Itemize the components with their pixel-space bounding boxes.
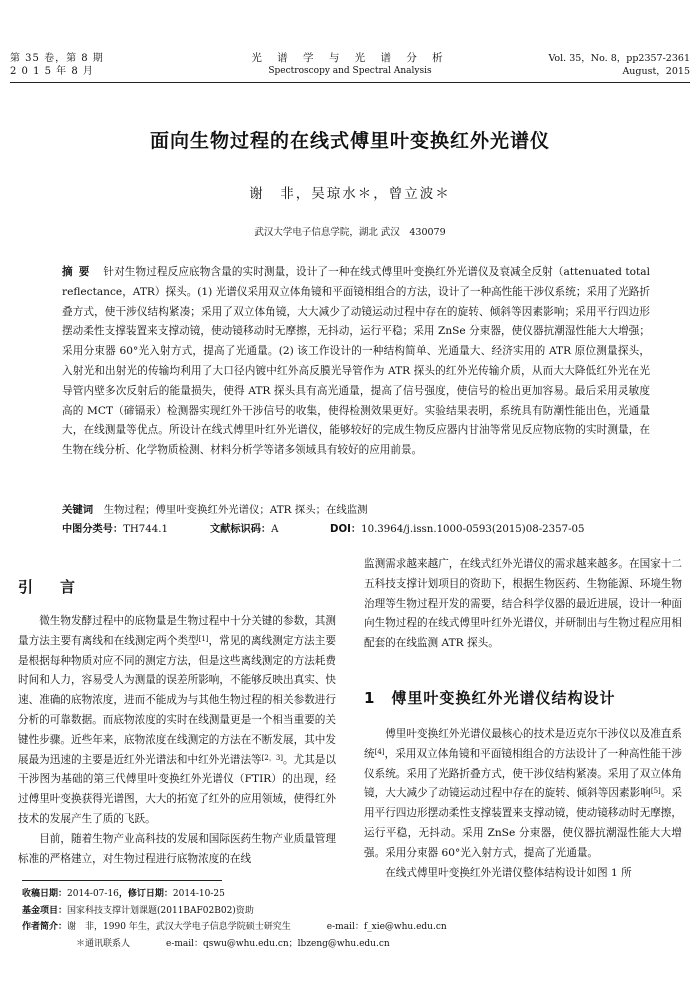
paper-title: 面向生物过程的在线式傅里叶变换红外光谱仪 [149,130,550,152]
footnotes [22,886,682,952]
intro-paragraph: 微生物发酵过程中的底物量是生物过程中十分关键的参数，其测量方法主要有离线和在线测定两个类型[1]，常见的离线测定方法主要是根据每种物质对应不同的测定方法，但是这些离线测定的方法耗费时间和人力，容易受人为测量的误差所影响，不能够反映出真实、快速、准确的底物浓度，进而不能成为与其他生物过程的相关参数进行分析的可靠数据。而底物浓度的实时在线测量更是一个相当重要的关键性步骤。近些年来，底物浓度在线测定的方法在不断发展，其中发展最为迅速的主要是近红外光谱法和中红外光谱法等[2，3]。尤其是以干涉图为基础的第三代傅里叶变换红外光谱仪（FTIR）的出现，经过傅里叶变换获得光谱图，大大的拓宽了红外的应用领域，使得红外技术的发展产生了质的飞跃。 [18,615,337,825]
document-code: 文献标识码：A [210,524,279,535]
volume-issue: 第 35 卷，第 8 期 [10,53,104,64]
author-email: e-mail：f_xie@whu.edu.cn [326,922,447,932]
section-heading-1: 1 傅里叶变换红外光谱仪结构设计 [364,689,616,707]
keywords-label: 关键词 [62,504,94,516]
abstract-label: 摘要 [62,266,96,278]
affiliation: 武汉大学电子信息学院，湖北 武汉 430079 [254,227,446,238]
journal-name-cn: 光 谱 学 与 光 谱 分 析 [251,52,449,64]
author-bio-line: 作者简介：谢 非，1990 年生，武汉大学电子信息学院硕士研究生 e-mail：f_xie@whu.edu.cn [22,922,447,932]
fund-line: 基金项目：国家科技支撑计划课题(2011BAF02B02)资助 [22,905,254,916]
clc-number: 中图分类号：TH744.1 [62,524,168,535]
author-list: 谢 非，吴琼水＊，曾立波＊ [249,186,451,202]
citation: [1] [198,634,209,643]
right-column-section-1 [364,725,682,883]
header-divider [10,82,690,83]
abstract [62,263,650,461]
section-1-paragraph: 傅里叶变换红外光谱仪最核心的技术是迈克尔干涉仪以及准直系统[4]，采用双立体角镜和平面镜相组合的方法设计了一种高性能干涉仪系统。采用了光路折叠方式，使干涉仪结构紧凑。采用了双立体角镜，大大减少了动镜运动过程中存在的旋转、倾斜等因素影响[5]。采用平行四边形摆动柔性支撑装置来支撑动镜，使动镜移动时无摩擦，运行平稳，无抖动。采用 ZnSe 分束器，使仪器抗潮湿性能大大增强。采用分束器 60°光入射方式，提高了光通量。 [364,728,683,859]
section-1-paragraph: 在线式傅里叶变换红外光谱仪整体结构设计如图 1 所 [385,866,632,879]
footnote-divider [22,880,222,881]
publication-month: August，2015 [622,66,690,77]
keywords [62,500,650,520]
intro-paragraph-continued: 监测需求越来越广，在线式红外光谱仪的需求越来越多。在国家十二五科技支撑计划项目的资助下，根据生物医药、生物能源、环境生物治理等生物过程开发的需要，结合科学仪器的最近进展，设计一种面向生物过程的在线式傅里叶红外光谱仪，并研制出与生物过程应用相配套的在线监测 ATR 探头。 [364,558,682,650]
volume-pages [548,52,690,78]
citation: [2，3] [261,753,284,762]
volume-pages-line: Vol. 35，No. 8，pp2357-2361 [548,53,690,64]
citation: [4] [374,747,385,756]
abstract-text: 针对生物过程反应底物含量的实时测量，设计了一种在线式傅里叶变换红外光谱仪及衰减全反射（attenuated total reflectance，ATR）探头。(1) 光谱仪采用双立体角镜和平面镜相组合的方法，设计了一种高性能干涉仪系统；采用了光路折叠方式，使干涉仪结构紧凑；采用了双立体角镜，大大减少了动镜运动过程中存在的旋转、倾斜等因素影响；采用平行四边形摆动柔性支撑装置来支撑动镜，使动镜移动时无摩擦，无抖动，运行平稳；采用 ZnSe 分束器，使仪器抗潮湿性能大大增强；采用分束器 60°光入射方式，提高了光通量。(2) 该工作设计的一种结构简单、光通量大、经济实用的 ATR 原位测量探头，入射光和出射光的传输均利用了大口径内镀中红外高反膜光导管作为 ATR 探头的红外光传输介质，从而大大降低红外光在光导管内壁多次反射后的能量损失，使得 ATR 探头具有高光通量，提高了信号强度，使信号的检出更加容易。最后采用灵敏度高的 MCT（碲镉汞）检测器实现红外干涉信号的收集，使得检测效果更好。实验结果表明，系统具有防潮性能出色，光通量大，在线测量等优点。所设计在线式傅里叶红外光谱仪，能够较好的完成生物反应器内甘油等常见反应物底物的实时测量，在生物在线分析、化学物质检测、材料分析学等诸多领域具有较好的应用前景。 [62,266,650,457]
citation: [5] [650,787,661,796]
keywords-text: 生物过程；傅里叶变换红外光谱仪；ATR 探头；在线监测 [103,504,368,516]
corresponding-line: ＊通讯联系人 e-mail：qswu@whu.edu.cn；lbzeng@whu.edu.cn [76,938,390,949]
right-column [364,555,682,654]
corresponding-email: e-mail：qswu@whu.edu.cn；lbzeng@whu.edu.cn [166,938,390,949]
section-heading-intro: 引 言 [18,578,82,596]
dates-line: 收稿日期：2014-07-16，修订日期：2014-10-25 [22,889,225,899]
intro-paragraph: 目前，随着生物产业高科技的发展和国际医药生物产业质量管理标准的严格建立，对生物过程进行底物浓度的在线 [18,832,336,865]
issue-date: 2 0 1 5 年 8 月 [10,66,94,77]
doi: DOI：10.3964/j.issn.1000-0593(2015)08-2357-05 [330,524,585,535]
journal-name-en: Spectroscopy and Spectral Analysis [268,66,432,76]
left-column [18,612,336,869]
